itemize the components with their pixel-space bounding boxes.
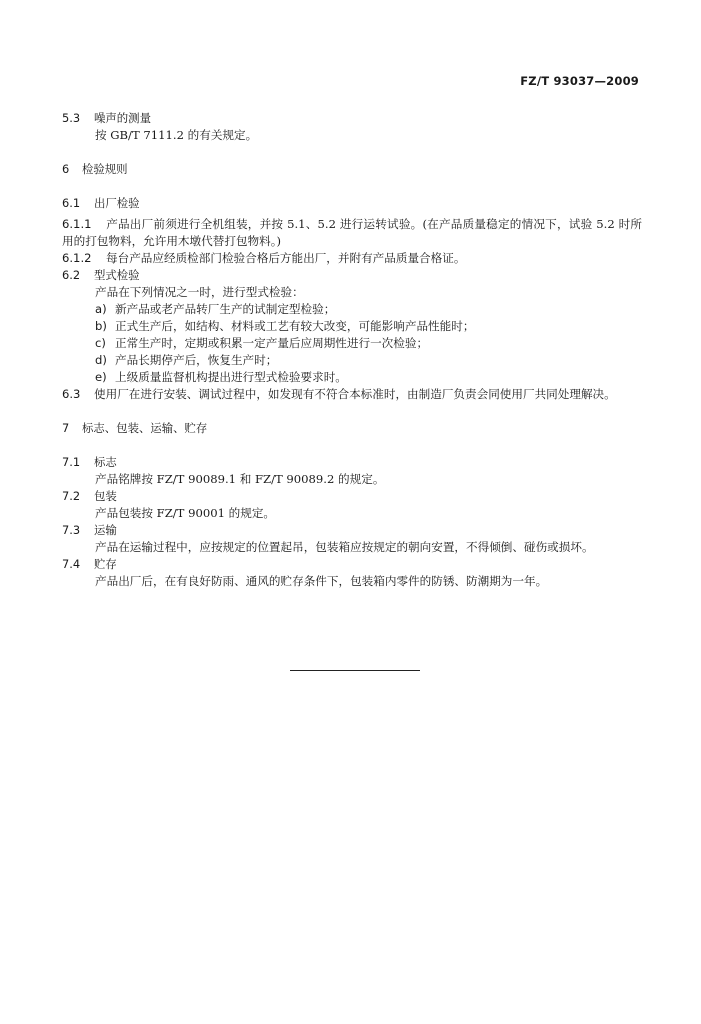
section-7-2-body: 产品包装按 FZ/T 90001 的规定。 <box>95 506 276 520</box>
section-title: 出厂检验 <box>94 196 140 210</box>
list-item-label: e) <box>95 370 107 384</box>
document-code: FZ/T 93037—2009 <box>520 74 639 88</box>
section-number: 7.4 <box>62 557 81 571</box>
list-item <box>62 352 642 369</box>
section-number: 7 <box>62 421 70 435</box>
document-body <box>62 110 642 590</box>
section-7-1-body: 产品铭牌按 FZ/T 90089.1 和 FZ/T 90089.2 的规定。 <box>95 472 385 486</box>
section-title: 检验规则 <box>82 162 128 176</box>
section-7-1-heading <box>62 454 642 471</box>
section-number: 5.3 <box>62 111 81 125</box>
list-item-text: 新产品或老产品转厂生产的试制定型检验； <box>115 302 336 316</box>
list-item-label: a) <box>95 302 107 316</box>
section-title: 标志、包装、运输、贮存 <box>82 421 208 435</box>
list-item-text: 上级质量监督机构提出进行型式检验要求时。 <box>115 370 347 384</box>
list-item <box>62 369 642 386</box>
section-title: 运输 <box>94 523 117 537</box>
section-number: 7.1 <box>62 455 81 469</box>
section-7-4-body: 产品出厂后，在有良好防雨、通风的贮存条件下，包装箱内零件的防锈、防潮期为一年。 <box>95 574 548 588</box>
section-6-2-heading <box>62 267 642 284</box>
section-6-2-intro: 产品在下列情况之一时，进行型式检验： <box>95 285 304 299</box>
section-title: 噪声的测量 <box>94 111 151 125</box>
section-7-4-heading <box>62 556 642 573</box>
section-text: 使用厂在进行安装、调试过程中，如发现有不符合本标准时，由制造厂负责会同使用厂共同处理解决。 <box>94 387 616 401</box>
section-number: 7.2 <box>62 489 81 503</box>
section-5-3-body: 按 GB/T 7111.2 的有关规定。 <box>95 128 258 142</box>
section-6-1-heading <box>62 195 642 212</box>
section-text: 产品出厂前须进行全机组装，并按 5.1、5.2 进行运转试验。(在产品质量稳定的情况下，试验 5.2 时所用的打包物料，允许用木墩代替打包物料。) <box>62 217 642 248</box>
section-6-1-1 <box>62 216 642 250</box>
list-item <box>62 318 642 335</box>
list-item-label: b) <box>95 319 107 333</box>
section-6-1-2 <box>62 250 642 267</box>
list-item <box>62 335 642 352</box>
section-6-heading <box>62 161 642 178</box>
section-text: 每台产品应经质检部门检验合格后方能出厂，并附有产品质量合格证。 <box>106 251 466 265</box>
section-number: 6.1.2 <box>62 251 92 265</box>
section-number: 6.2 <box>62 268 81 282</box>
section-number: 6 <box>62 162 70 176</box>
section-title: 包装 <box>94 489 117 503</box>
list-item-text: 正式生产后，如结构、材料或工艺有较大改变，可能影响产品性能时； <box>115 319 475 333</box>
section-number: 7.3 <box>62 523 81 537</box>
section-title: 标志 <box>94 455 117 469</box>
list-item-text: 产品长期停产后，恢复生产时； <box>115 353 278 367</box>
section-7-heading <box>62 420 642 437</box>
list-item-label: d) <box>95 353 107 367</box>
section-7-3-body: 产品在运输过程中，应按规定的位置起吊，包装箱应按规定的朝向安置，不得倾倒、碰伤或损坏。 <box>95 540 594 554</box>
list-item <box>62 301 642 318</box>
section-number: 6.3 <box>62 387 81 401</box>
section-5-3-heading <box>62 110 642 127</box>
section-title: 贮存 <box>94 557 117 571</box>
list-item-label: c) <box>95 336 106 350</box>
list-item-text: 正常生产时，定期或积累一定产量后应周期性进行一次检验； <box>115 336 429 350</box>
section-7-2-heading <box>62 488 642 505</box>
section-number: 6.1.1 <box>62 217 92 231</box>
end-of-document-rule <box>290 670 420 671</box>
section-title: 型式检验 <box>94 268 140 282</box>
section-7-3-heading <box>62 522 642 539</box>
section-6-3 <box>62 386 642 403</box>
section-number: 6.1 <box>62 196 81 210</box>
